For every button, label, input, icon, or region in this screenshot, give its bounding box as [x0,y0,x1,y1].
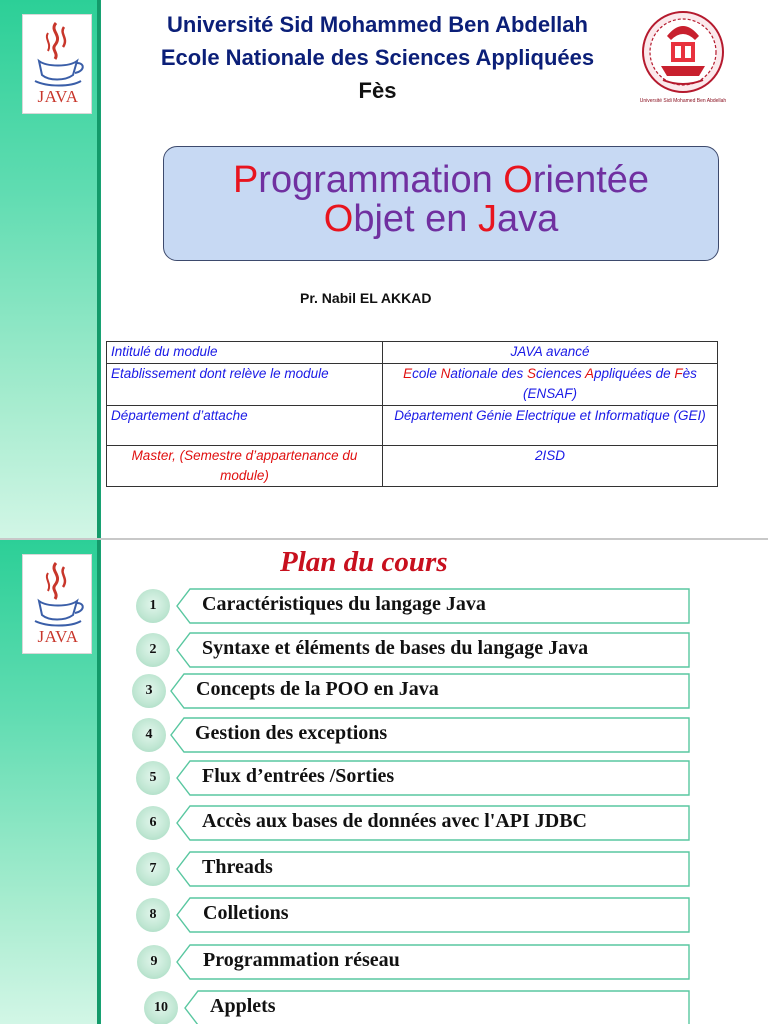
university-header [120,8,635,107]
table-row [107,446,718,487]
plan-item [0,944,768,988]
plan-item [0,897,768,941]
item-number-badge: 6 [136,806,170,840]
presenter-name: Pr. Nabil EL AKKAD [300,290,432,306]
plan-item [0,717,768,761]
table-cell-value: JAVA avancé [383,342,718,364]
city-name: Fès [358,78,397,103]
table-row [107,406,718,446]
plan-item-label: Accès aux bases de données avec l'API JDBC [202,810,587,832]
plan-item-label: Flux d’entrées /Sorties [202,765,395,787]
plan-slide [0,540,768,1024]
item-number-badge: 9 [137,945,171,979]
table-cell-label: Intitulé du module [107,342,383,364]
course-title-line2: Objet en Java [323,198,559,240]
course-title-box [163,146,719,261]
table-row [107,342,718,364]
university-seal-icon [627,6,739,98]
table-cell-value: Département Génie Electrique et Informatique (GEI) [383,406,718,446]
item-number-badge: 3 [132,674,166,708]
plan-item [0,851,768,895]
plan-item [0,760,768,804]
plan-item-label: Colletions [203,902,289,924]
university-name: Université Sid Mohammed Ben Abdellah [167,12,588,37]
item-number-badge: 7 [136,852,170,886]
item-number-badge: 5 [136,761,170,795]
plan-item-label: Syntaxe et éléments de bases du langage Java [202,637,589,659]
plan-item [0,632,768,676]
java-logo-text: JAVA [37,627,79,646]
module-info-table [106,341,718,487]
item-number-badge: 4 [132,718,166,752]
item-number-badge: 2 [136,633,170,667]
plan-item-label: Applets [210,995,276,1017]
plan-item [0,588,768,632]
item-number-badge: 10 [144,991,178,1024]
table-cell-label: Master, (Semestre d’appartenance du module) [107,446,383,487]
plan-item [0,805,768,849]
item-number-badge: 1 [136,589,170,623]
plan-item-label: Concepts de la POO en Java [196,678,439,700]
item-number-badge: 8 [136,898,170,932]
table-row [107,364,718,406]
plan-item-label: Gestion des exceptions [195,722,388,744]
plan-item-label: Programmation réseau [203,949,400,971]
plan-item [0,673,768,717]
table-cell-label: Etablissement dont relève le module [107,364,383,406]
table-cell-value: Ecole Nationale des Sciences Appliquées de Fès (ENSAF) [383,364,718,406]
plan-title: Plan du cours [280,546,448,578]
plan-item [0,990,768,1024]
seal-caption: Université Sidi Mohamed Ben Abdellah [639,98,727,104]
table-cell-value: 2ISD [383,446,718,487]
school-name: Ecole Nationale des Sciences Appliquées [160,45,595,70]
java-logo [22,14,92,114]
java-logo-text: JAVA [37,87,79,106]
plan-item-label: Caractéristiques du langage Java [202,593,486,615]
plan-item-label: Threads [202,856,273,878]
java-cup-icon [29,19,87,89]
table-cell-label: Département d’attache [107,406,383,446]
university-seal [627,6,739,114]
course-title-line1: Programmation Orientée [232,159,650,201]
